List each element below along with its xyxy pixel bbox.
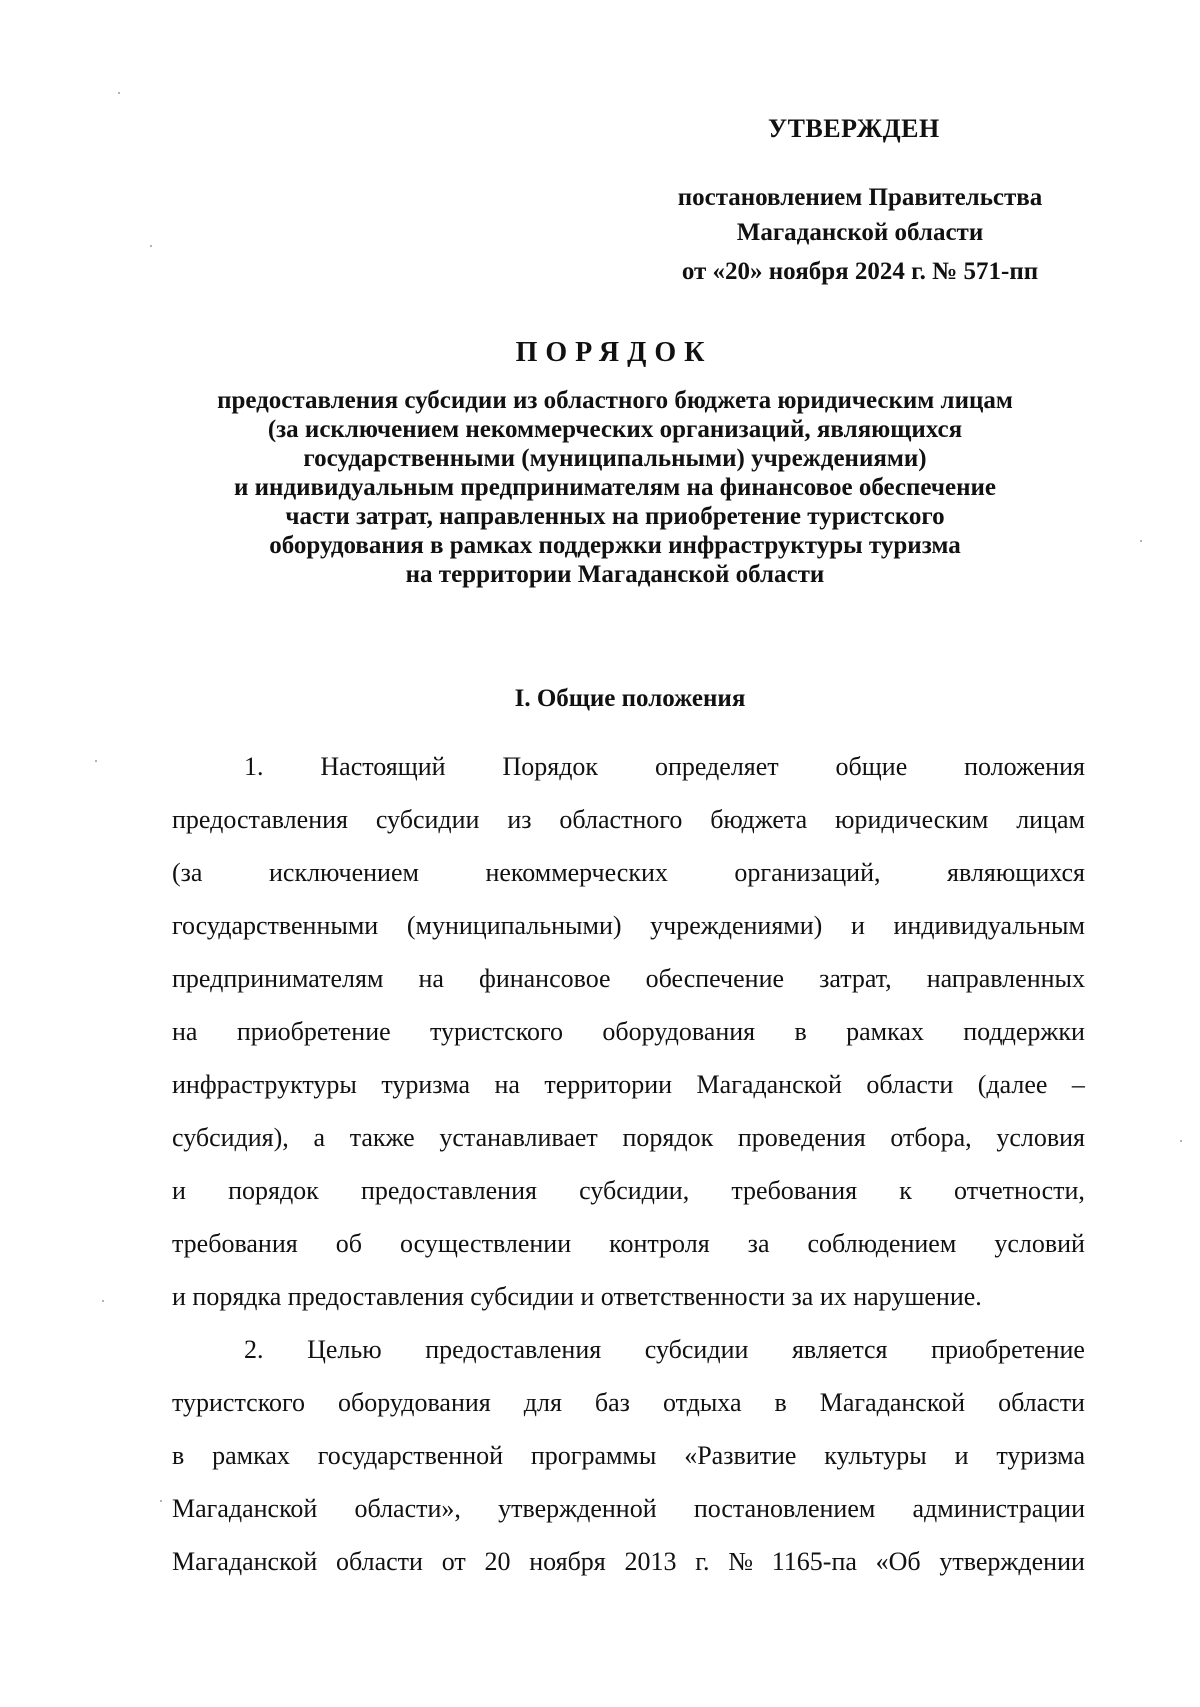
body-line xyxy=(172,1111,1085,1164)
subtitle-line: государственными (муниципальными) учреждениями) xyxy=(303,445,927,472)
body-word: Целью xyxy=(307,1335,382,1364)
body-word: «Об xyxy=(875,1547,921,1576)
body-line xyxy=(172,1217,1085,1270)
body-word: 2013 xyxy=(624,1547,677,1576)
body-word: и xyxy=(954,1441,969,1470)
body-word: постановлением xyxy=(693,1494,876,1523)
body-word: приобретение xyxy=(236,1017,391,1046)
body-line xyxy=(172,740,1085,793)
body-word: (муниципальными) xyxy=(406,911,622,940)
body-word: 2. xyxy=(244,1335,264,1364)
body-word: положения xyxy=(964,752,1085,781)
body-word: организаций, xyxy=(734,858,881,887)
body-word: «Развитие xyxy=(684,1441,797,1470)
body-line xyxy=(172,1323,1085,1376)
body-word: в xyxy=(774,1388,787,1417)
approval-line-2: Магаданской области xyxy=(736,219,984,246)
body-word: поддержки xyxy=(963,1017,1085,1046)
body-word: общие xyxy=(835,752,908,781)
body-line xyxy=(172,1005,1085,1058)
subtitle-line: и индивидуальным предпринимателям на финансовое обеспечение xyxy=(233,474,997,501)
body-word: туризма xyxy=(381,1070,470,1099)
body-word: финансовое xyxy=(478,964,611,993)
body-word: ноября xyxy=(529,1547,606,1576)
body-word: баз xyxy=(594,1388,630,1417)
scan-speck xyxy=(1140,540,1142,542)
body-word: 1. xyxy=(244,752,264,781)
body-word: предоставления xyxy=(172,805,348,834)
body-word: предпринимателям xyxy=(172,964,384,993)
body-word: к xyxy=(899,1176,912,1205)
body-line xyxy=(172,899,1085,952)
approval-date: от «20» ноября 2024 г. № 571-пп xyxy=(681,258,1039,285)
body-word: учреждениями) xyxy=(650,911,823,940)
body-word: условия xyxy=(996,1123,1085,1152)
scan-speck xyxy=(102,1300,104,1302)
subtitle-line: части затрат, направленных на приобретение туристского xyxy=(285,503,945,530)
scan-speck xyxy=(118,92,120,94)
body-word: предоставления xyxy=(425,1335,602,1364)
scan-speck xyxy=(160,1500,162,1502)
body-word: некоммерческих xyxy=(485,858,668,887)
body-word: г. xyxy=(695,1547,710,1576)
body-word: в xyxy=(172,1441,185,1470)
scan-speck xyxy=(150,245,152,247)
body-word: Порядок xyxy=(502,752,599,781)
body-word: являющихся xyxy=(947,858,1085,887)
body-word: устанавливает xyxy=(439,1123,598,1152)
body-word: а xyxy=(313,1123,326,1152)
body-word: субсидии xyxy=(644,1335,749,1364)
body-word: областного xyxy=(559,805,683,834)
body-word: 20 xyxy=(484,1547,511,1576)
scan-speck xyxy=(1180,1140,1182,1142)
subtitle-line: на территории Магаданской области xyxy=(405,561,825,588)
body-word: условий xyxy=(994,1229,1085,1258)
body-word: от xyxy=(441,1547,466,1576)
body-line: и порядка предоставления субсидии и ответственности за их нарушение. xyxy=(172,1282,982,1311)
body-word: юридическим xyxy=(835,805,989,834)
body-word: 1165-па xyxy=(771,1547,857,1576)
subtitle-line: предоставления субсидии из областного бюджета юридическим лицам xyxy=(217,387,1013,414)
body-word: (далее xyxy=(977,1070,1048,1099)
document-subtitle xyxy=(150,386,1080,589)
body-word: Настоящий xyxy=(320,752,446,781)
body-word: об xyxy=(335,1229,362,1258)
body-word: отчетности, xyxy=(954,1176,1085,1205)
body-word: предоставления xyxy=(360,1176,537,1205)
body-word: субсидии xyxy=(375,805,480,834)
document-title: ПОРЯДОК xyxy=(515,337,713,368)
body-word: государственной xyxy=(317,1441,504,1470)
scan-speck xyxy=(95,760,97,762)
body-word: является xyxy=(791,1335,888,1364)
body-word: отбора, xyxy=(890,1123,972,1152)
approval-stamp-title: УТВЕРЖДЕН xyxy=(768,114,940,143)
body-word: субсидии, xyxy=(579,1176,690,1205)
body-word: лицам xyxy=(1016,805,1085,834)
approval-authority xyxy=(640,180,1080,250)
body-word: на xyxy=(172,1017,198,1046)
body-word: бюджета xyxy=(710,805,808,834)
body-word: области xyxy=(866,1070,954,1099)
body-word: затрат, xyxy=(819,964,892,993)
body-word: утверждении xyxy=(939,1547,1085,1576)
body-word: утвержденной xyxy=(498,1494,657,1523)
body-word: оборудования xyxy=(338,1388,491,1417)
body-word: осуществлении xyxy=(399,1229,572,1258)
body-line xyxy=(172,1164,1085,1217)
body-word: обеспечение xyxy=(645,964,785,993)
body-word: и xyxy=(172,1176,186,1205)
body-word: субсидия), xyxy=(172,1123,289,1152)
body-word: Магаданской xyxy=(696,1070,842,1099)
body-word: оборудования xyxy=(602,1017,756,1046)
body-word: из xyxy=(507,805,532,834)
body-word: требования xyxy=(172,1229,298,1258)
body-word: – xyxy=(1071,1070,1085,1099)
body-word: отдыха xyxy=(662,1388,742,1417)
subtitle-line: (за исключением некоммерческих организаций, являющихся xyxy=(267,416,963,443)
body-word: также xyxy=(349,1123,415,1152)
body-word: туризма xyxy=(996,1441,1085,1470)
body-word: туристского xyxy=(430,1017,564,1046)
body-line xyxy=(172,1058,1085,1111)
subtitle-line: оборудования в рамках поддержки инфраструктуры туризма xyxy=(269,532,961,559)
body-word: и xyxy=(850,911,865,940)
body-line xyxy=(172,1429,1085,1482)
body-line xyxy=(172,793,1085,846)
body-word: требования xyxy=(731,1176,858,1205)
body-text xyxy=(172,740,1085,1588)
body-word: территории xyxy=(544,1070,673,1099)
body-word: области xyxy=(336,1547,423,1576)
body-line xyxy=(172,952,1085,1005)
body-word: туристского xyxy=(172,1388,306,1417)
body-word: Магаданской xyxy=(819,1388,966,1417)
body-word: для xyxy=(523,1388,562,1417)
body-word: Магаданской xyxy=(172,1494,318,1523)
body-word: на xyxy=(418,964,444,993)
body-word: порядок xyxy=(622,1123,714,1152)
body-word: области», xyxy=(354,1494,461,1523)
body-word: государственными xyxy=(172,911,379,940)
body-word: направленных xyxy=(926,964,1085,993)
section-heading: I. Общие положения xyxy=(514,685,746,712)
body-word: (за xyxy=(172,858,203,887)
body-word: области xyxy=(998,1388,1085,1417)
body-word: администрации xyxy=(912,1494,1085,1523)
body-word: проведения xyxy=(737,1123,866,1152)
body-word: инфраструктуры xyxy=(172,1070,357,1099)
body-word: контроля xyxy=(609,1229,710,1258)
body-word: соблюдением xyxy=(807,1229,957,1258)
body-line xyxy=(172,1535,1085,1588)
body-word: исключением xyxy=(269,858,419,887)
body-word: рамках xyxy=(846,1017,924,1046)
body-word: программы xyxy=(530,1441,657,1470)
body-word: приобретение xyxy=(931,1335,1085,1364)
body-word: индивидуальным xyxy=(893,911,1085,940)
body-line xyxy=(172,1482,1085,1535)
body-line xyxy=(172,846,1085,899)
body-word: Магаданской xyxy=(172,1547,318,1576)
body-word: культуры xyxy=(824,1441,927,1470)
body-word: № xyxy=(728,1547,754,1576)
body-word: рамках xyxy=(212,1441,290,1470)
body-word: за xyxy=(747,1229,770,1258)
approval-line-1: постановлением Правительства xyxy=(677,184,1043,211)
body-word: определяет xyxy=(654,752,779,781)
body-word: в xyxy=(794,1017,807,1046)
body-line xyxy=(172,1376,1085,1429)
body-word: на xyxy=(494,1070,520,1099)
body-word: порядок xyxy=(228,1176,319,1205)
